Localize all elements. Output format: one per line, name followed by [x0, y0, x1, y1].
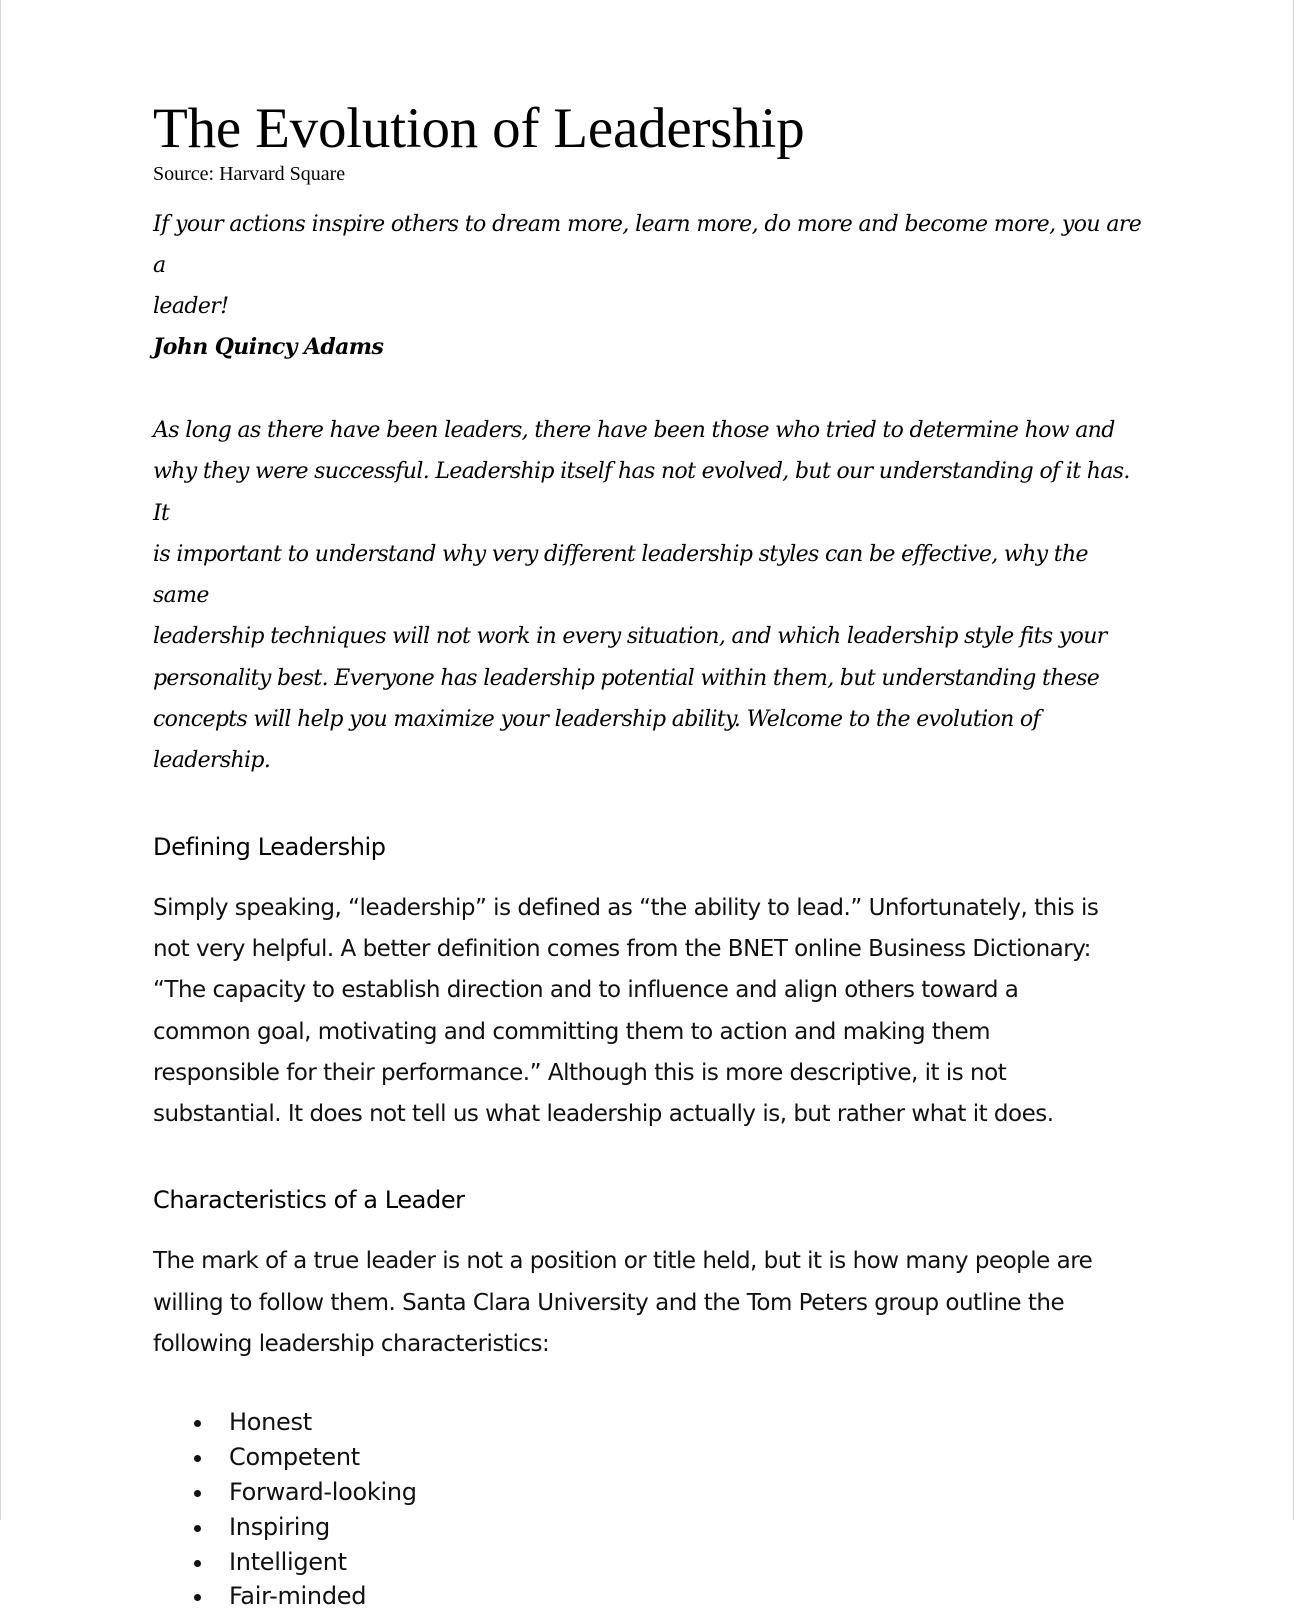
source-line: Source: Harvard Square — [153, 163, 346, 185]
quote-line: leader! — [153, 294, 229, 319]
characteristics-paragraph — [153, 1241, 1143, 1365]
intro-line: leadership. — [153, 748, 271, 774]
bullet-icon — [194, 1490, 201, 1497]
bullet-icon — [194, 1420, 201, 1427]
list-item — [153, 1579, 1153, 1614]
list-item-text: Inspiring — [229, 1512, 330, 1541]
paragraph-line: “The capacity to establish direction and to influence and align others toward a — [153, 977, 1019, 1004]
paragraph-line: substantial. It does not tell us what leadership actually is, but rather what it does. — [153, 1101, 1054, 1128]
intro-line: concepts will help you maximize your leadership ability. Welcome to the evolution of — [153, 707, 1041, 733]
epigraph-quote — [153, 204, 1153, 327]
list-item — [153, 1405, 1153, 1440]
bullet-icon — [194, 1560, 201, 1567]
bullet-icon — [194, 1455, 201, 1462]
list-item — [153, 1440, 1153, 1475]
paragraph-line: Simply speaking, “leadership” is defined as “the ability to lead.” Unfortunately, this is — [153, 894, 1099, 921]
intro-line: As long as there have been leaders, there have been those who tried to determine how and — [153, 418, 1115, 443]
section-heading-defining-leadership: Defining Leadership — [153, 832, 386, 861]
paragraph-line: willing to follow them. Santa Clara University and the Tom Peters group outline the — [153, 1289, 1065, 1316]
list-item — [153, 1475, 1153, 1510]
list-item — [153, 1545, 1153, 1580]
quote-author: John Quincy Adams — [153, 334, 384, 360]
defining-leadership-paragraph — [153, 888, 1143, 1136]
list-item-text: Fair-minded — [229, 1582, 367, 1611]
paragraph-line: The mark of a true leader is not a position or title held, but it is how many people are — [153, 1248, 1093, 1275]
list-item-text: Intelligent — [229, 1547, 347, 1576]
paragraph-line: common goal, motivating and committing them to action and making them — [153, 1018, 991, 1045]
intro-line: personality best. Everyone has leadership potential within them, but understanding these — [153, 665, 1100, 691]
intro-paragraph — [153, 410, 1143, 782]
bullet-icon — [194, 1525, 201, 1532]
list-item-text: Forward-looking — [229, 1477, 417, 1506]
list-item — [153, 1510, 1153, 1545]
document-content — [153, 96, 1153, 1614]
intro-line: why they were successful. Leadership itself has not evolved, but our understanding of it has. It — [153, 459, 1130, 526]
intro-line: leadership techniques will not work in every situation, and which leadership style fits your — [153, 624, 1107, 650]
list-item-text: Honest — [229, 1408, 312, 1437]
paragraph-line: responsible for their performance.” Although this is more descriptive, it is not — [153, 1059, 1007, 1086]
intro-line: is important to understand why very different leadership styles can be effective, why the same — [153, 541, 1088, 609]
list-item-text: Competent — [229, 1443, 360, 1472]
characteristics-list — [153, 1405, 1153, 1614]
paragraph-line: not very helpful. A better definition comes from the BNET online Business Dictionary: — [153, 935, 1091, 962]
quote-line: If your actions inspire others to dream more, learn more, do more and become more, you are a — [153, 212, 1142, 278]
document-title: The Evolution of Leadership — [153, 97, 805, 160]
section-heading-characteristics: Characteristics of a Leader — [153, 1186, 465, 1215]
bullet-icon — [194, 1594, 201, 1601]
paragraph-line: following leadership characteristics: — [153, 1331, 550, 1358]
